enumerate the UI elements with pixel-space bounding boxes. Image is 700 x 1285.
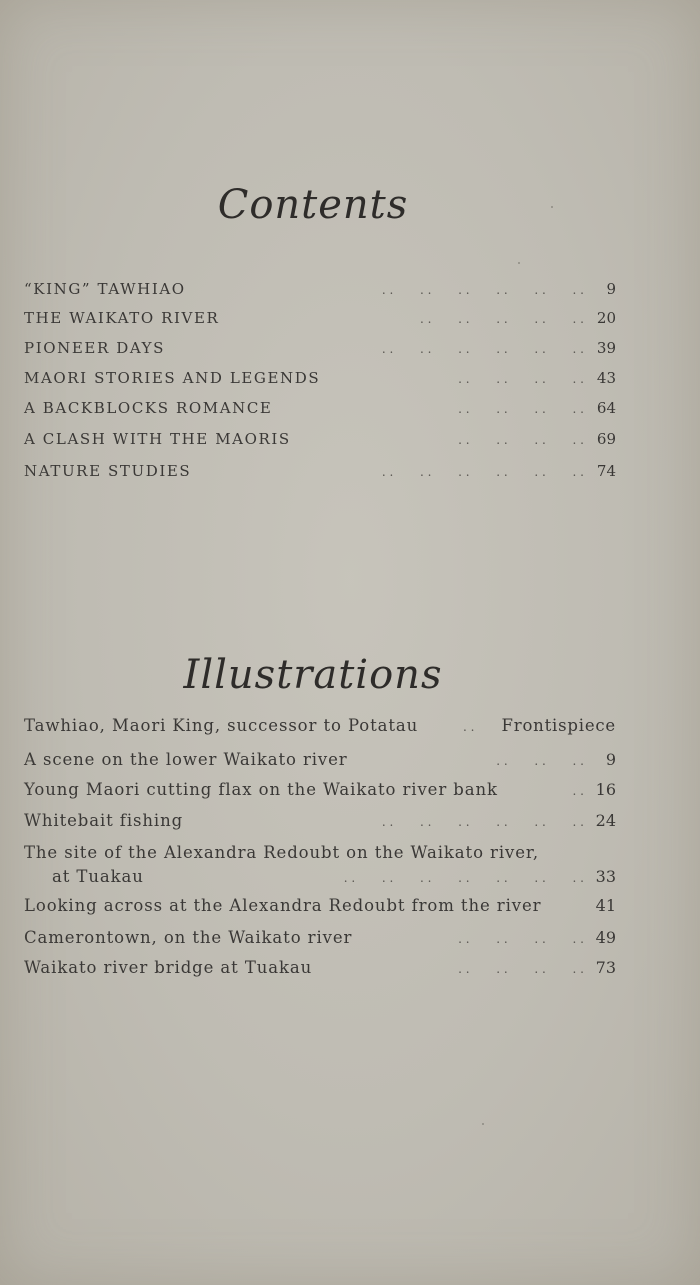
illustration-title-continued: at Tuakau — [52, 867, 144, 886]
toc-entry-title: PIONEER DAYS — [24, 339, 166, 357]
toc-entry-page: 9 — [606, 280, 616, 298]
illustration-title: Camerontown, on the Waikato river — [24, 928, 353, 947]
toc-entry-page: 69 — [596, 430, 616, 448]
illustration-entry — [24, 958, 616, 982]
illustration-entry — [24, 843, 616, 891]
illustration-title: A scene on the lower Waikato river — [24, 750, 348, 769]
illustration-page: 9 — [605, 750, 616, 769]
illustration-title: Whitebait fishing — [24, 811, 184, 830]
dot-leader: . . . . . . . . . . . . . . — [343, 871, 584, 885]
illustration-title: The site of the Alexandra Redoubt on the Waikato river, — [24, 843, 540, 862]
illustration-entry — [24, 811, 616, 835]
contents-heading: Contents — [217, 182, 409, 228]
toc-entry-title: MAORI STORIES AND LEGENDS — [24, 369, 321, 387]
illustration-entry — [24, 750, 616, 774]
illustration-page: 16 — [595, 780, 616, 799]
toc-entry-page: 43 — [596, 369, 616, 387]
dot-leader: . . . . . . . . . . — [419, 312, 584, 326]
toc-entry-title: A CLASH WITH THE MAORIS — [24, 430, 291, 448]
illustration-page: 73 — [595, 958, 616, 977]
toc-entry-page: 20 — [596, 309, 616, 327]
paper-speck — [551, 206, 553, 208]
illustration-page: 33 — [595, 867, 616, 886]
toc-entry-page: 74 — [596, 462, 616, 480]
toc-entry-title: NATURE STUDIES — [24, 462, 192, 480]
illustration-entry — [24, 780, 616, 804]
toc-entry — [24, 399, 616, 423]
dot-leader: . . . . . . . . . . . . — [381, 815, 584, 829]
dot-leader: . . . . . . . . — [458, 962, 584, 976]
dot-leader: . . — [572, 784, 584, 798]
illustration-page: Frontispiece — [501, 716, 616, 735]
illustration-title: Waikato river bridge at Tuakau — [24, 958, 313, 977]
illustration-page: 41 — [595, 896, 616, 915]
dot-leader: . . . . . . . . . . . . — [381, 283, 584, 297]
toc-entry-page: 64 — [596, 399, 616, 417]
dot-leader: . . . . . . . . — [458, 433, 584, 447]
illustration-entry — [24, 928, 616, 952]
illustration-entry — [24, 896, 616, 920]
illustration-page: 49 — [595, 928, 616, 947]
dot-leader: . . . . . . . . — [458, 932, 584, 946]
illustration-page: 24 — [595, 811, 616, 830]
toc-entry-title: A BACKBLOCKS ROMANCE — [24, 399, 273, 417]
toc-entry — [24, 462, 616, 486]
toc-entry-page: 39 — [596, 339, 616, 357]
toc-entry — [24, 280, 616, 304]
dot-leader: . . — [463, 720, 494, 734]
paper-speck — [482, 1123, 484, 1125]
toc-entry — [24, 369, 616, 393]
toc-entry — [24, 339, 616, 363]
toc-entry-title: “KING” TAWHIAO — [24, 280, 186, 298]
toc-entry — [24, 430, 616, 454]
illustrations-heading: Illustrations — [183, 652, 443, 698]
toc-entry-title: THE WAIKATO RIVER — [24, 309, 220, 327]
illustration-title: Looking across at the Alexandra Redoubt from the river — [24, 896, 542, 915]
dot-leader: . . . . . . . . . . . . — [381, 465, 584, 479]
illustration-entry — [24, 716, 616, 740]
dot-leader: . . . . . . — [496, 754, 584, 768]
dot-leader: . . . . . . . . — [458, 372, 584, 386]
illustration-title: Young Maori cutting flax on the Waikato river bank — [24, 780, 498, 799]
toc-entry — [24, 309, 616, 333]
paper-speck — [518, 262, 520, 264]
dot-leader: . . . . . . . . . . . . — [381, 342, 584, 356]
illustration-title: Tawhiao, Maori King, successor to Potatau — [24, 716, 419, 735]
dot-leader: . . . . . . . . — [458, 402, 584, 416]
